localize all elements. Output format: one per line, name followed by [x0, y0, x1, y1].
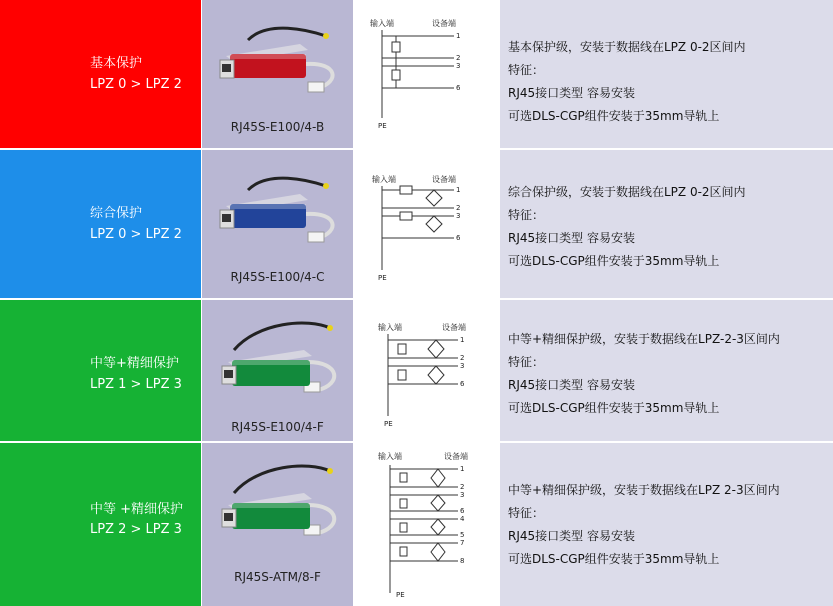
pe-label: PE [384, 420, 393, 428]
schematic-cell [354, 0, 500, 148]
description-feature: 可选DLS-CGP组件安装于35mm导轨上 [508, 254, 720, 268]
description-feature: 可选DLS-CGP组件安装于35mm导轨上 [508, 401, 720, 415]
product-model: RJ45S-E100/4-B [230, 120, 325, 134]
description-feature: RJ45接口类型 容易安装 [508, 86, 635, 100]
wiring-schematic [354, 0, 500, 148]
svg-text:3: 3 [456, 62, 461, 70]
svg-text:4: 4 [460, 515, 465, 523]
device-label: 设备端 [442, 323, 466, 332]
description-features-label: 特征： [508, 208, 545, 222]
svg-text:1: 1 [456, 186, 461, 194]
description-cell [500, 443, 833, 606]
description-features-label: 特征： [508, 506, 545, 520]
svg-text:5: 5 [460, 531, 465, 539]
surge-protector-image [208, 10, 348, 105]
svg-text:3: 3 [460, 362, 465, 370]
level-cell [0, 150, 201, 298]
svg-text:1: 1 [460, 336, 465, 344]
description-summary: 中等+精细保护级，安装于数据线在LPZ-2-3区间内 [508, 332, 780, 346]
svg-text:2: 2 [456, 54, 461, 62]
level-cell [0, 443, 201, 606]
table-row [0, 443, 833, 606]
product-cell [202, 0, 353, 148]
schematic-cell [354, 300, 500, 448]
svg-text:2: 2 [456, 204, 461, 212]
description-summary: 基本保护级，安装于数据线在LPZ 0-2区间内 [508, 40, 746, 54]
product-model: RJ45S-E100/4-F [231, 420, 324, 434]
svg-text:2: 2 [460, 354, 465, 362]
pe-label: PE [396, 591, 405, 599]
product-cell [202, 150, 353, 298]
device-label: 设备端 [444, 452, 468, 461]
description-feature: RJ45接口类型 容易安装 [508, 378, 635, 392]
description-features-label: 特征： [508, 355, 545, 369]
wiring-schematic [354, 443, 500, 606]
device-label: 设备端 [432, 19, 456, 28]
product-cell [202, 300, 353, 448]
description-feature: RJ45接口类型 容易安装 [508, 529, 635, 543]
pe-label: PE [378, 274, 387, 282]
surge-protector-image [208, 160, 348, 255]
table-row [0, 150, 833, 298]
description-cell [500, 0, 833, 148]
description-feature: RJ45接口类型 容易安装 [508, 231, 635, 245]
device-body [222, 350, 312, 386]
level-zone: LPZ 2 > LPZ 3 [90, 522, 182, 537]
description-cell [500, 300, 833, 448]
level-title: 中等 +精细保护 [90, 502, 184, 517]
product-cell [202, 443, 353, 606]
level-zone: LPZ 0 > LPZ 2 [90, 77, 182, 92]
level-zone: LPZ 0 > LPZ 2 [90, 227, 182, 242]
level-title: 综合保护 [90, 206, 143, 221]
product-model: RJ45S-ATM/8-F [234, 570, 321, 584]
table-row [0, 300, 833, 448]
wiring-schematic [354, 150, 500, 298]
pe-label: PE [378, 122, 387, 130]
device-label: 设备端 [432, 175, 456, 184]
input-label: 输入端 [372, 175, 396, 184]
svg-text:6: 6 [456, 234, 461, 242]
device-body [220, 194, 308, 228]
device-body [222, 493, 312, 529]
input-label: 输入端 [370, 19, 394, 28]
description-feature: 可选DLS-CGP组件安装于35mm导轨上 [508, 552, 720, 566]
product-model: RJ45S-E100/4-C [230, 270, 325, 284]
surge-protector-image [208, 310, 348, 405]
level-title: 基本保护 [90, 56, 143, 71]
level-cell [0, 300, 201, 448]
schematic-cell [354, 150, 500, 298]
svg-text:6: 6 [460, 380, 465, 388]
input-label: 输入端 [378, 323, 402, 332]
table-row [0, 0, 833, 148]
svg-text:8: 8 [460, 557, 465, 565]
surge-protector-image [208, 453, 348, 548]
level-zone: LPZ 1 > LPZ 3 [90, 377, 182, 392]
svg-text:3: 3 [460, 491, 465, 499]
svg-text:1: 1 [456, 32, 461, 40]
wiring-schematic [354, 300, 500, 448]
description-summary: 中等+精细保护级，安装于数据线在LPZ 2-3区间内 [508, 483, 780, 497]
level-title: 中等+精细保护 [90, 356, 179, 371]
svg-text:3: 3 [456, 212, 461, 220]
svg-text:6: 6 [460, 507, 465, 515]
level-cell [0, 0, 201, 148]
svg-text:6: 6 [456, 84, 461, 92]
svg-text:2: 2 [460, 483, 465, 491]
description-summary: 综合保护级，安装于数据线在LPZ 0-2区间内 [508, 185, 746, 199]
input-label: 输入端 [378, 452, 402, 461]
svg-text:1: 1 [460, 465, 465, 473]
device-body [220, 44, 308, 78]
description-features-label: 特征： [508, 63, 545, 77]
svg-text:7: 7 [460, 539, 465, 547]
description-cell [500, 150, 833, 298]
description-feature: 可选DLS-CGP组件安装于35mm导轨上 [508, 109, 720, 123]
schematic-cell [354, 443, 500, 606]
